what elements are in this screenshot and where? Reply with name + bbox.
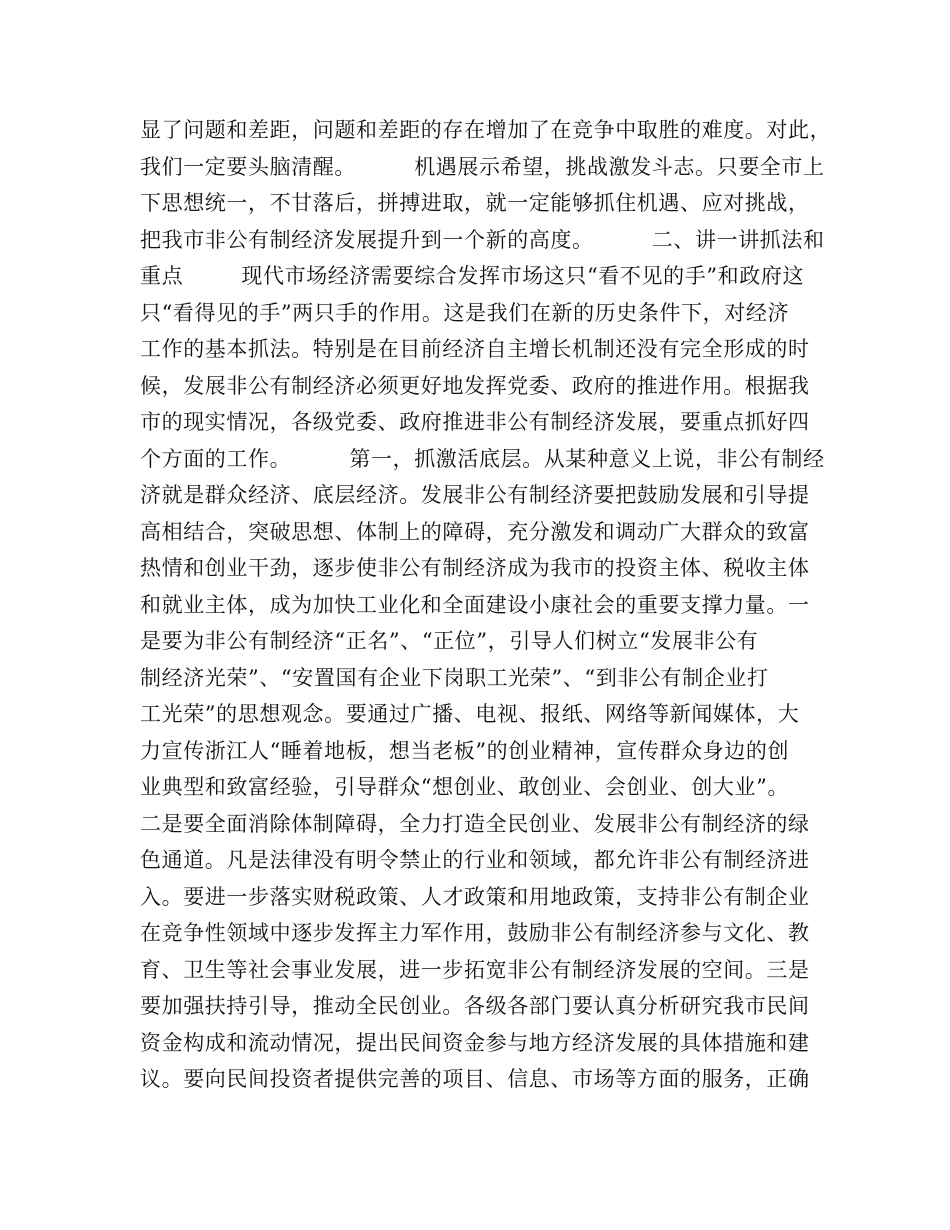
text-line: 力宣传浙江人“睡着地板，想当老板”的创业精神，宣传群众身边的创 [140,738,790,763]
text-line: 热情和创业干劲，逐步使非公有制经济成为我市的投资主体、税收主体 [140,556,810,580]
text-line: 只“看得见的手”两只手的作用。这是我们在新的历史条件下，对经济 [140,300,790,325]
text-line: 我们一定要头脑清醒。 机遇展示希望，挑战激发斗志。只要全市上 [140,154,825,179]
text-line: 是要为非公有制经济“正名”、“正位”，引导人们树立“发展非公有 [140,629,759,653]
text-line: 工光荣”的思想观念。要通过广播、电视、报纸、网络等新闻媒体，大 [140,702,800,726]
text-line: 显了问题和差距，问题和差距的存在增加了在竞争中取胜的难度。对此， [140,118,832,142]
text-line: 资金构成和流动情况，提出民间资金参与地方经济发展的具体措施和建 [140,1030,810,1055]
text-line: 色通道。凡是法律没有明令禁止的行业和领域，都允许非公有制经济进 [140,848,810,872]
text-line: 和就业主体，成为加快工业化和全面建设小康社会的重要支撑力量。一 [140,592,810,617]
text-line: 入。要进一步落实财税政策、人才政策和用地政策，支持非公有制企业 [140,884,810,909]
text-line: 要加强扶持引导，推动全民创业。各级各部门要认真分析研究我市民间 [140,994,810,1018]
text-line: 候，发展非公有制经济必须更好地发挥党委、政府的推进作用。根据我 [140,373,810,398]
body-text [140,112,830,1098]
text-line: 把我市非公有制经济发展提升到一个新的高度。 二、讲一讲抓法和 [140,227,825,252]
text-line: 下思想统一，不甘落后，拼搏进取，就一定能够抓住机遇、应对挑战， [140,191,810,215]
text-line: 议。要向民间投资者提供完善的项目、信息、市场等方面的服务，正确 [140,1067,810,1091]
text-line: 市的现实情况，各级党委、政府推进非公有制经济发展，要重点抓好四 [140,410,810,434]
text-line: 济就是群众经济、底层经济。发展非公有制经济要把鼓励发展和引导提 [140,483,810,507]
text-line: 业典型和致富经验，引导群众“想创业、敢创业、会创业、创大业”。 [140,775,790,799]
text-line: 工作的基本抓法。特别是在目前经济自主增长机制还没有完全形成的时 [140,337,810,361]
text-line: 个方面的工作。 第一，抓激活底层。从某种意义上说，非公有制经 [140,446,825,471]
text-line: 高相结合，突破思想、体制上的障碍，充分激发和调动广大群众的致富 [140,519,810,544]
text-line: 二是要全面消除体制障碍，全力打造全民创业、发展非公有制经济的绿 [140,811,810,836]
text-line: 在竞争性领域中逐步发挥主力军作用，鼓励非公有制经济参与文化、教 [140,921,810,945]
text-line: 育、卫生等社会事业发展，进一步拓宽非公有制经济发展的空间。三是 [140,957,810,982]
text-line: 重点 现代市场经济需要综合发挥市场这只“看不见的手”和政府这 [140,264,805,288]
text-line: 制经济光荣”、“安置国有企业下岗职工光荣”、“到非公有制企业打 [140,665,769,690]
